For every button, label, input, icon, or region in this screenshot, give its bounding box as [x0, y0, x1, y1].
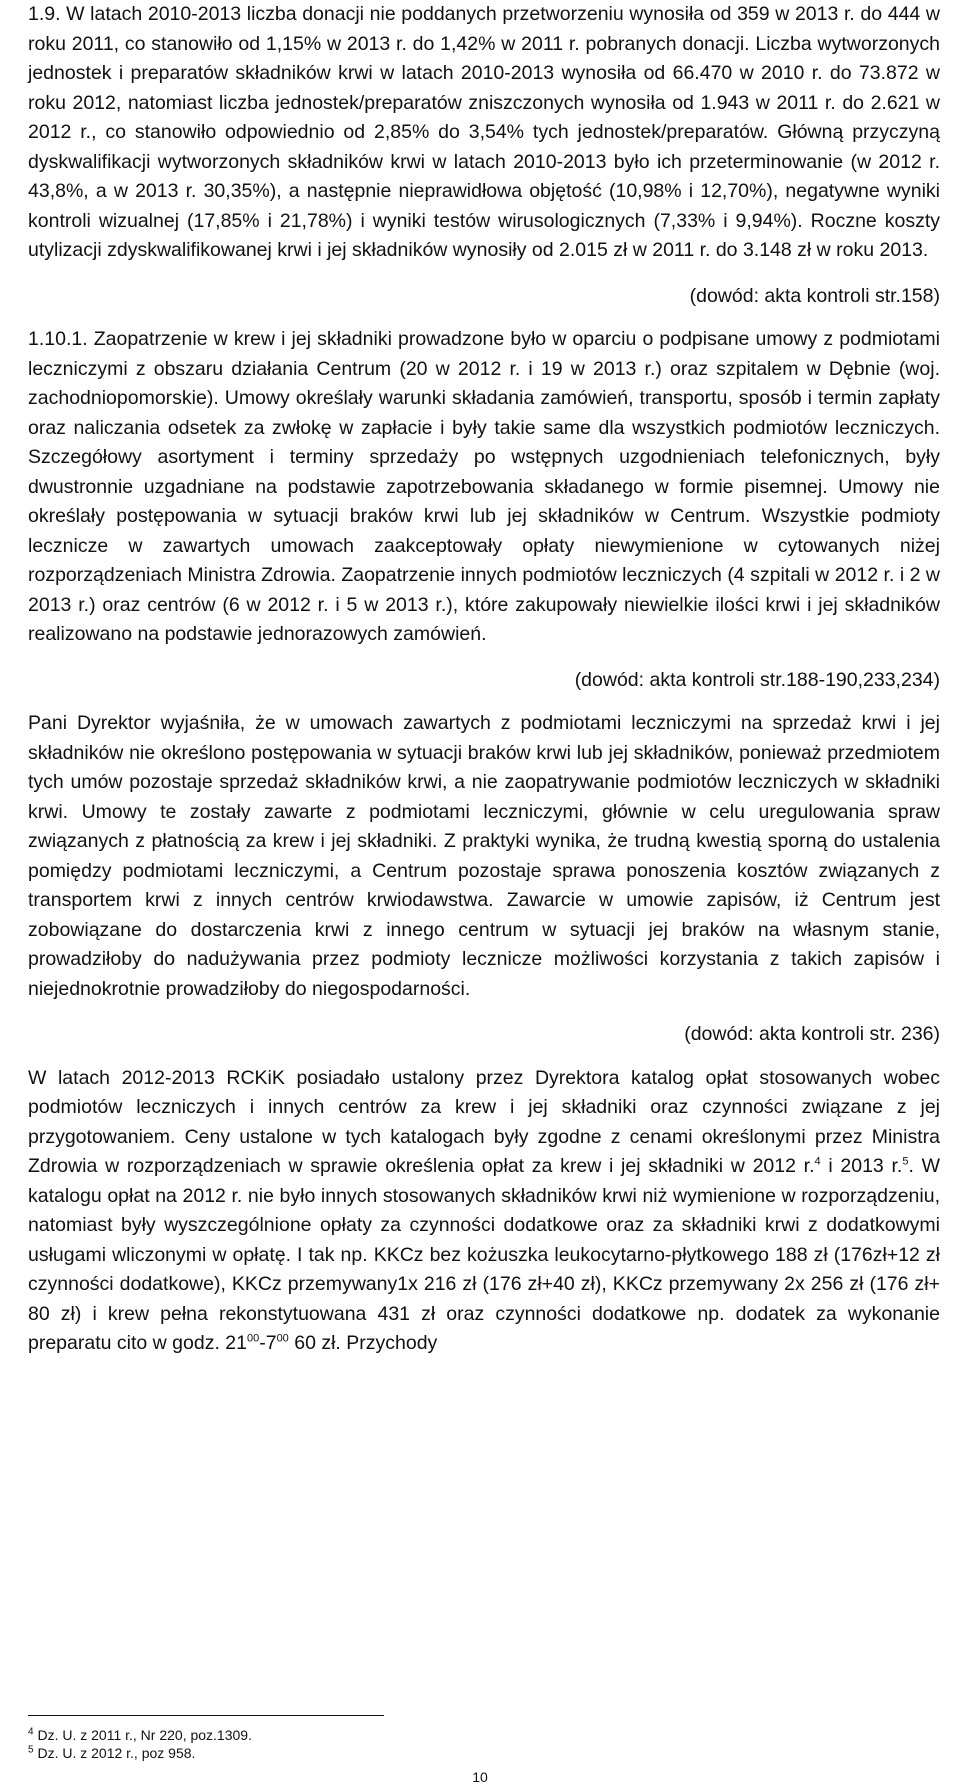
footnote-marker: 5: [28, 1744, 34, 1756]
footnote-divider: [28, 1715, 384, 1716]
time-superscript: 00: [246, 1332, 260, 1345]
paragraph-fee-catalog: [28, 1064, 940, 1359]
catalog-text-part: 60 zł. Przychody: [288, 1332, 438, 1354]
footnote-reference: 5: [902, 1155, 909, 1168]
catalog-text-part: -7: [259, 1332, 277, 1354]
time-superscript: 00: [276, 1332, 289, 1345]
document-body: [28, 0, 940, 1359]
paragraph-1-9: 1.9. W latach 2010-2013 liczba donacji nie poddanych przetworzeniu wynosiła od 359 w 2013 r. do 444 w roku 2011, co stanowiło od 1,15% w 2013 r. do 1,42% w 2011 r. pobranych donacji. Liczba wytworzonych jednostek i preparatów składników krwi w latach 2010-2013 wynosiła od 66.470 w 2010 r. do 73.872 w roku 2012, natomiast liczba jednostek/preparatów zniszczonych wynosiła od 1.943 w 2011 r. do 2.621 w 2012 r., co stanowiło odpowiednio od 2,85% do 3,54% tych jednostek/preparatów. Główną przyczyną dyskwalifikacji wytworzonych składników krwi w latach 2010-2013 było ich przeterminowanie (w 2012 r. 43,8%, a w 2013 r. 30,35%), a następnie nieprawidłowa objętość (10,98% i 12,70%), negatywne wyniki kontroli wizualnej (17,85% i 21,78%) i wyniki testów wirusologicznych (7,33% i 9,94%). Roczne koszty utylizacji zdyskwalifikowanej krwi i jej składników wynosiły od 2.015 zł w 2011 r. do 3.148 zł w roku 2013.: [28, 3, 940, 261]
evidence-reference: (dowód: akta kontroli str.188-190,233,234): [574, 668, 940, 691]
footnote-text: Dz. U. z 2011 r., Nr 220, poz.1309.: [33, 1727, 252, 1743]
evidence-reference: (dowód: akta kontroli str. 236): [684, 1023, 940, 1045]
page-number: 10: [472, 1769, 488, 1785]
footnote-marker: 4: [28, 1726, 34, 1738]
paragraph-director-explanation: Pani Dyrektor wyjaśniła, że w umowach zawartych z podmiotami leczniczymi na sprzedaż krwi i jej składników nie określono postępowania w sytuacji braków krwi lub jej składników, ponieważ przedmiotem tych umów pozostaje sprzedaż składników krwi, a nie zaopatrywanie podmiotów leczniczych w składniki krwi. Umowy te zostały zawarte z podmiotami leczniczymi, głównie w celu uregulowania spraw związanych z płatnością za krew i jej składniki. Z praktyki wynika, że trudną kwestią sporną do ustalenia pomiędzy podmiotami leczniczymi, a Centrum pozostaje sprawa ponoszenia kosztów związanych z transportem krwi z innych centrów krwiodawstwa. Zawarcie w umowie zapisów, iż Centrum jest zobowiązane do dostarczenia krwi z innego centrum w sytuacji jej braków na własnym stanie, prowadziłoby do nadużywania przez podmioty lecznicze możliwości korzystania z takich zapisów i niejednokrotnie prowadziłoby do niegospodarności.: [28, 712, 940, 1000]
footnote-item: [28, 1726, 628, 1744]
footnote-text: Dz. U. z 2012 r., poz 958.: [33, 1745, 196, 1761]
catalog-text-part: . W katalogu opłat na 2012 r. nie było innych stosowanych składników krwi niż wymienione w rozporządzeniu, natomiast były wyszczególnione opłaty za czynności dodatkowe oraz za składniki krwi z dodatkowymi usługami wliczonymi w opłatę. I tak np. KKCz bez kożuszka leukocytarno-płytkowego 188 zł (176zł+12 zł czynności dodatkowe), KKCz przemywany1x 216 zł (176 zł+40 zł), KKCz przemywany 2x 256 zł (176 zł+ 80 zł) i krew pełna rekonstytuowana 431 zł oraz czynności dodatkowe np. dodatek za wykonanie preparatu cito w godz. 21: [28, 1155, 940, 1354]
paragraph-1-10-1: 1.10.1. Zaopatrzenie w krew i jej składniki prowadzone było w oparciu o podpisane umowy z podmiotami leczniczymi z obszaru działania Centrum (20 w 2012 r. i 19 w 2013 r.) oraz szpitalem w Dębnie (woj. zachodniopomorskie). Umowy określały warunki składania zamówień, transportu, sposób i termin zapłaty oraz naliczania odsetek za zwłokę w zapłacie i były takie same dla wszystkich podmiotów leczniczych. Szczegółowy asortyment i terminy sprzedaży po wstępnych uzgodnieniach telefonicznych, były dwustronnie uzgadniane na podstawie zapotrzebowania składanego w formie pisemnej. Umowy nie określały postępowania w sytuacji braków krwi lub jej składników w Centrum. Wszystkie podmioty lecznicze w zawartych umowach zaakceptowały opłaty niewymienione w cytowanych niżej rozporządzeniach Ministra Zdrowia. Zaopatrzenie innych podmiotów leczniczych (4 szpitali w 2012 r. i 2 w 2013 r.) oraz centrów (6 w 2012 r. i 5 w 2013 r.), które zakupowały niewielkie ilości krwi i jej składników realizowano na podstawie jednorazowych zamówień.: [28, 328, 940, 645]
catalog-text-part: W latach 2012-2013 RCKiK posiadało ustalony przez Dyrektora katalog opłat stosowanych wobec podmiotów leczniczych i innych centrów za krew i jej składniki oraz czynności związane z jej przygotowaniem. Ceny ustalone w tych katalogach były zgodne z cenami określonymi przez Ministra Zdrowia w rozporządzeniach w sprawie określenia opłat za krew i jej składniki w 2012 r.: [28, 1066, 940, 1177]
footnotes: [28, 1726, 628, 1762]
footnote-reference: 4: [814, 1155, 821, 1168]
evidence-reference: (dowód: akta kontroli str.158): [689, 284, 940, 307]
catalog-text-part: i 2013 r.: [820, 1155, 903, 1177]
footnote-item: [28, 1744, 628, 1762]
